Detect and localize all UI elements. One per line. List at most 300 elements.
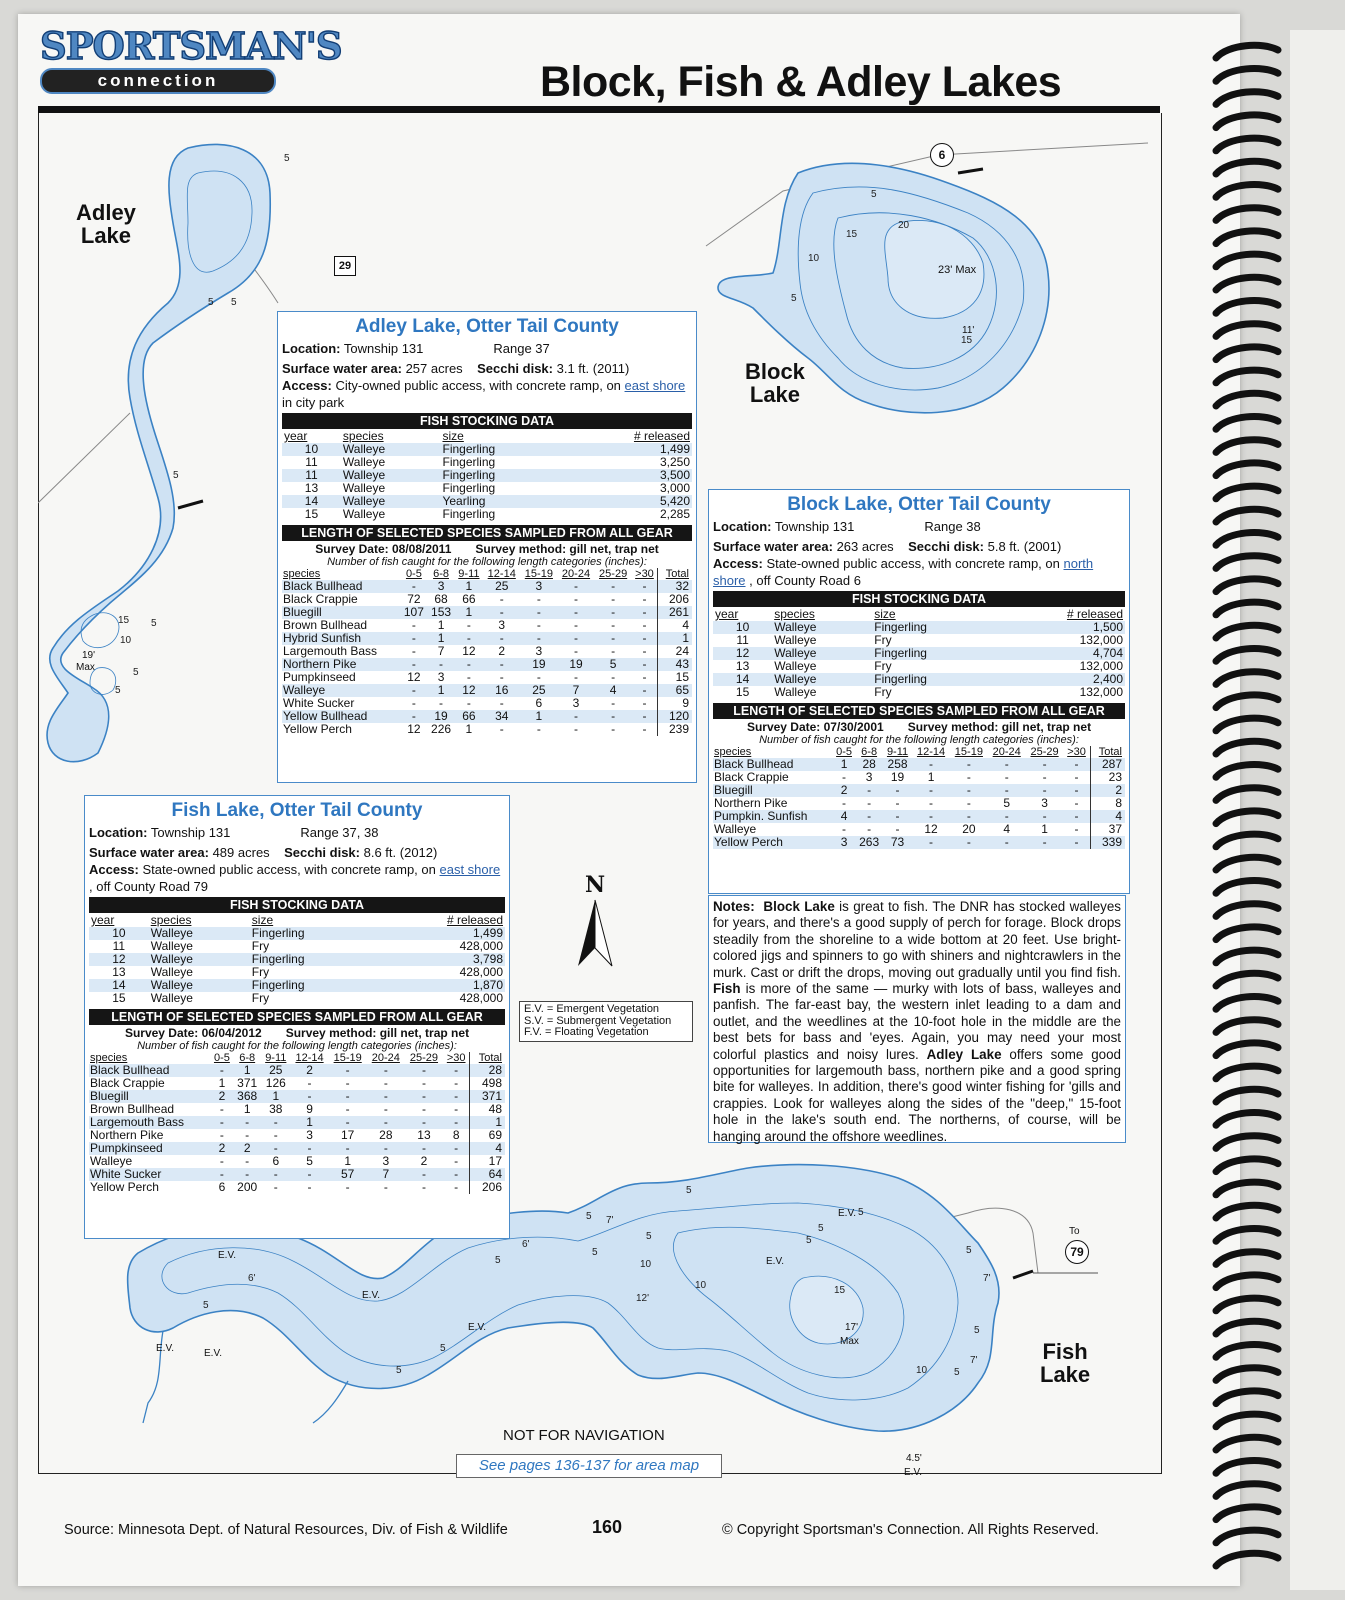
spiral-coil <box>1216 1252 1278 1265</box>
table-cell: Walleye <box>342 507 386 521</box>
fish-max-label: Max <box>840 1336 859 1347</box>
table-cell: - <box>345 1180 350 1194</box>
table-cell: - <box>443 1116 470 1129</box>
table-cell: - <box>443 1090 470 1103</box>
table-cell: - <box>345 1076 350 1090</box>
table-cell: 12 <box>462 644 476 658</box>
table-cell: 3,500 <box>563 469 692 482</box>
length-col-header: Total <box>658 568 692 580</box>
table-cell: 3 <box>535 644 543 658</box>
svg-text:5: 5 <box>686 1185 692 1196</box>
table-cell: 1 <box>243 1102 251 1116</box>
table-cell: - <box>400 658 427 671</box>
svg-text:10: 10 <box>808 253 820 264</box>
svg-text:5: 5 <box>151 618 157 629</box>
table-cell: - <box>411 696 416 710</box>
table-cell: - <box>290 1142 328 1155</box>
table-cell: - <box>895 796 900 810</box>
table-cell: 11 <box>305 455 318 469</box>
notes-fish-lake: Fish <box>713 981 741 997</box>
access-tail: , off County Road 6 <box>749 573 861 588</box>
table-cell: 66 <box>462 592 476 606</box>
survey-line <box>278 542 696 556</box>
stocking-table <box>713 607 1125 699</box>
spiral-coil <box>1216 602 1278 615</box>
table-cell: - <box>842 822 847 836</box>
not-for-navigation-label: NOT FOR NAVIGATION <box>503 1427 665 1444</box>
table-cell: 72 <box>407 592 421 606</box>
table-cell: - <box>405 1142 443 1155</box>
spiral-coil <box>1216 788 1278 801</box>
table-cell: - <box>367 1116 405 1129</box>
table-cell: - <box>329 1090 367 1103</box>
table-cell: 66 <box>455 710 484 723</box>
spiral-coil <box>1216 370 1278 383</box>
table-cell: Walleye <box>90 1154 133 1168</box>
spiral-coil <box>1216 347 1278 360</box>
table-cell: Fry <box>251 939 270 953</box>
table-cell: - <box>454 1076 459 1090</box>
table-cell: Fingerling <box>442 455 496 469</box>
township-value: Township 131 <box>774 519 855 534</box>
lake-panel-title: Fish Lake, Otter Tail County <box>171 800 423 821</box>
spiral-coil <box>1216 1113 1278 1126</box>
table-cell: 428,000 <box>459 965 503 979</box>
length-col-header: 0-5 <box>213 1052 230 1064</box>
length-note: Number of fish caught for the following length categories (inches): <box>137 1040 457 1052</box>
stocking-header-bar: FISH STOCKING DATA <box>713 591 1125 607</box>
spiral-coil <box>1216 1205 1278 1218</box>
surface-label: Surface water area: <box>713 539 833 554</box>
spiral-binding <box>1208 20 1288 1580</box>
location-label: Location: <box>282 341 341 356</box>
table-cell: - <box>400 684 427 697</box>
table-cell: 14 <box>89 979 149 992</box>
table-cell: - <box>499 592 504 606</box>
length-col-header: 12-14 <box>916 746 946 758</box>
table-cell: - <box>483 658 520 671</box>
table-cell: 4 <box>595 684 632 697</box>
table-cell: Brown Bullhead <box>283 618 368 632</box>
table-cell: 10 <box>282 443 341 456</box>
table-cell: - <box>950 836 988 849</box>
to-label: To <box>1069 1226 1080 1237</box>
table-cell: - <box>1063 836 1090 849</box>
table-cell: 1 <box>465 722 473 736</box>
length-col-header: Total <box>1090 746 1125 758</box>
emergent-veg-label: E.V. <box>362 1290 380 1301</box>
table-cell: Pumpkin. Sunfish <box>713 810 833 823</box>
table-cell: - <box>611 670 616 684</box>
spiral-coil <box>1216 1182 1278 1195</box>
table-cell: 5 <box>306 1154 313 1168</box>
table-cell: 1 <box>833 758 855 771</box>
length-col-header: 9-11 <box>458 568 480 580</box>
table-cell: White Sucker <box>89 1168 211 1181</box>
spiral-coil <box>1216 45 1278 58</box>
table-cell: - <box>233 1116 261 1129</box>
table-cell: - <box>439 696 444 710</box>
table-cell: - <box>345 1102 350 1116</box>
table-cell: 5,420 <box>563 495 692 508</box>
access-tail: in city park <box>282 395 345 410</box>
stocking-col-header: species <box>774 607 815 621</box>
table-cell: - <box>245 1154 250 1168</box>
table-cell: Walleye <box>282 684 400 697</box>
lake-panel-title: Adley Lake, Otter Tail County <box>355 316 619 337</box>
table-cell: 1 <box>344 1154 352 1168</box>
table-cell: - <box>307 1180 312 1194</box>
table-row <box>713 836 1125 849</box>
location-line <box>282 340 692 357</box>
table-cell: Largemouth Bass <box>89 1116 211 1129</box>
fish-max-depth-value: 17' <box>845 1322 859 1333</box>
table-cell: Yellow Perch <box>90 1180 159 1194</box>
table-cell: - <box>642 644 647 658</box>
length-col-header: species <box>90 1052 128 1064</box>
table-cell: 258 <box>883 758 912 771</box>
table-cell: 3 <box>520 580 557 593</box>
access-text: City-owned public access, with concrete ramp, on <box>335 378 621 393</box>
table-cell: Fingerling <box>440 443 562 456</box>
svg-text:15: 15 <box>118 615 130 626</box>
vegetation-legend <box>519 1001 693 1042</box>
length-table <box>282 568 692 736</box>
table-cell: 10 <box>713 621 772 634</box>
table-cell: - <box>1074 822 1079 836</box>
table-cell: - <box>455 658 484 671</box>
length-header-bar: LENGTH OF SELECTED SPECIES SAMPLED FROM ALL GEAR <box>282 525 692 541</box>
legend-line: S.V. = Submergent Vegetation <box>524 1014 672 1027</box>
spiral-coil <box>1216 533 1278 546</box>
stocking-col-header: species <box>342 429 384 443</box>
table-cell: - <box>611 644 616 658</box>
survey-line <box>709 720 1129 734</box>
length-col-header: 20-24 <box>561 568 591 580</box>
access-line <box>713 555 1125 589</box>
secchi-label: Secchi disk: <box>284 845 360 860</box>
table-cell: 68 <box>434 592 448 606</box>
table-cell: Walleye <box>149 953 250 966</box>
table-cell: - <box>950 810 988 823</box>
length-col-header: 12-14 <box>487 568 516 580</box>
table-cell: - <box>245 1128 250 1142</box>
table-cell: - <box>1063 758 1090 771</box>
table-cell: - <box>443 1168 470 1181</box>
table-cell: 371 <box>470 1090 505 1103</box>
table-cell: 12 <box>407 722 421 736</box>
table-row <box>89 1181 505 1194</box>
table-cell: - <box>883 810 912 823</box>
table-cell: Fingerling <box>250 953 374 966</box>
table-cell: 1 <box>290 1116 328 1129</box>
table-cell: - <box>499 696 504 710</box>
spiral-coil <box>1216 1437 1278 1450</box>
table-cell: 1 <box>658 632 692 645</box>
spiral-coil <box>1216 765 1278 778</box>
length-col-header: Total <box>470 1052 505 1064</box>
table-cell: Fingerling <box>872 621 995 634</box>
table-cell: - <box>520 606 557 619</box>
table-cell: - <box>557 606 594 619</box>
svg-text:5: 5 <box>208 297 214 308</box>
spiral-coil <box>1216 950 1278 963</box>
table-cell: 3,250 <box>659 455 690 469</box>
table-cell: - <box>367 1064 405 1077</box>
table-cell: - <box>632 710 658 723</box>
table-cell: 13 <box>112 965 126 979</box>
table-cell: Walleye <box>150 965 193 979</box>
table-cell: 1 <box>427 632 454 645</box>
table-cell: - <box>557 580 594 593</box>
table-cell: - <box>632 606 658 619</box>
table-cell: 200 <box>237 1180 258 1194</box>
table-cell: - <box>536 670 541 684</box>
table-cell: 19 <box>890 770 905 784</box>
secchi-value: 3.1 ft. (2011) <box>556 361 630 376</box>
spiral-coil <box>1216 1321 1278 1334</box>
length-note: Number of fish caught for the following length categories (inches): <box>327 556 647 568</box>
table-cell: Fingerling <box>442 481 496 495</box>
access-line <box>89 861 505 895</box>
township-value: Township 131 <box>150 825 231 840</box>
block-max-depth-label: 23' Max <box>938 264 977 276</box>
emergent-veg-label: E.V. <box>838 1208 856 1219</box>
svg-text:5: 5 <box>592 1247 598 1258</box>
table-cell: 19 <box>520 658 557 671</box>
emergent-veg-label: E.V. <box>204 1348 222 1359</box>
table-cell: - <box>233 1168 261 1181</box>
table-cell: 38 <box>269 1102 283 1116</box>
table-cell: Fingerling <box>440 469 562 482</box>
table-cell: 153 <box>427 606 454 619</box>
svg-text:5: 5 <box>858 1207 864 1218</box>
table-cell: 1 <box>470 1116 505 1129</box>
surface-label: Surface water area: <box>89 845 209 860</box>
table-cell: 1 <box>233 1064 261 1077</box>
table-cell: - <box>383 1076 388 1090</box>
table-cell: - <box>421 1102 426 1116</box>
table-cell: - <box>1026 758 1064 771</box>
access-label: Access: <box>713 556 763 571</box>
table-row <box>282 508 692 521</box>
svg-text:5: 5 <box>586 1211 592 1222</box>
stocking-table <box>89 913 505 1005</box>
spiral-coil <box>1216 1391 1278 1404</box>
table-cell: - <box>499 670 504 684</box>
logo-wordmark: SPORTSMAN'S <box>40 24 342 68</box>
table-cell: Walleye <box>774 633 817 647</box>
spiral-coil <box>1216 1229 1278 1242</box>
table-cell: - <box>520 632 557 645</box>
table-cell: Walleye <box>150 939 193 953</box>
emergent-veg-label: E.V. <box>766 1256 784 1267</box>
table-cell: 1,870 <box>374 979 505 992</box>
table-cell: Walleye <box>149 927 250 940</box>
table-cell: 3 <box>306 1128 313 1142</box>
spiral-coil <box>1216 904 1278 917</box>
table-cell: - <box>988 784 1026 797</box>
table-cell: Black Bullhead <box>89 1064 211 1077</box>
length-col-header: 9-11 <box>886 746 909 758</box>
length-col-header: 6-8 <box>433 568 449 580</box>
ramp-icon <box>178 501 203 508</box>
spiral-coil <box>1216 1089 1278 1102</box>
table-cell: 17 <box>470 1155 505 1168</box>
table-cell: 132,000 <box>1079 659 1123 673</box>
length-col-header: 25-29 <box>409 1052 439 1064</box>
svg-text:5: 5 <box>806 1235 812 1246</box>
table-cell: 5 <box>1003 796 1011 810</box>
spiral-coil <box>1216 509 1278 522</box>
spiral-coil <box>1216 208 1278 221</box>
length-col-header: 25-29 <box>599 568 628 580</box>
location-line <box>713 518 1125 535</box>
table-cell: - <box>443 1064 470 1077</box>
table-row <box>89 1142 505 1155</box>
table-cell: - <box>842 770 847 784</box>
logo-subtitle: connection <box>40 68 276 94</box>
length-col-header: 25-29 <box>1030 746 1059 758</box>
table-cell: 8 <box>452 1128 460 1142</box>
stocking-col-header: # released <box>446 913 503 927</box>
length-col-header: 15-19 <box>333 1052 362 1064</box>
svg-text:5: 5 <box>396 1365 402 1376</box>
table-cell: Walleye <box>342 481 386 495</box>
access-shore: north shore <box>713 556 1094 588</box>
length-col-header: >30 <box>1067 746 1086 758</box>
table-cell: - <box>574 722 578 736</box>
brand-logo <box>40 24 342 94</box>
svg-text:5: 5 <box>231 297 237 308</box>
spiral-coil <box>1216 393 1278 406</box>
spiral-coil <box>1216 811 1278 824</box>
table-cell: Walleye <box>772 647 872 660</box>
table-cell: 6 <box>218 1180 226 1194</box>
table-cell: 1,500 <box>995 621 1125 634</box>
table-cell: 126 <box>265 1076 286 1090</box>
table-cell: - <box>966 770 971 784</box>
table-cell: 2 <box>1090 784 1125 797</box>
fish-shallow-depth: 4.5' <box>906 1453 922 1464</box>
table-cell: - <box>842 796 847 810</box>
table-cell: - <box>383 1102 388 1116</box>
table-cell: 206 <box>658 593 692 606</box>
table-cell: - <box>1074 770 1079 784</box>
table-cell: - <box>611 696 616 710</box>
table-row <box>282 671 692 684</box>
fish-lake-label: Fish Lake <box>1040 1339 1091 1387</box>
north-arrow-icon <box>574 898 616 968</box>
spiral-coil <box>1216 1414 1278 1427</box>
table-cell: - <box>443 1142 470 1155</box>
length-col-header: 15-19 <box>524 568 553 580</box>
surface-line <box>713 538 1125 555</box>
table-cell: Yellow Bullhead <box>282 710 400 723</box>
spiral-coil <box>1216 649 1278 662</box>
length-col-header: >30 <box>635 568 654 580</box>
table-cell: 34 <box>483 710 520 723</box>
table-cell: 132,000 <box>1079 685 1123 699</box>
emergent-veg-label: E.V. <box>156 1343 174 1354</box>
spiral-coil <box>1216 301 1278 314</box>
svg-text:5: 5 <box>871 189 877 200</box>
table-cell: Brown Bullhead <box>90 1102 175 1116</box>
range-value: Range 38 <box>924 519 981 534</box>
table-cell: - <box>595 710 632 723</box>
notes-adley-text: offers some good opportunities for largemouth bass, northern pike and a good spring bite for walleyes. In addition, there's good winter fishing for 'gills and crappies. Look for walleyes along the sides of the "deep," 15-foot hole in the lake's south end. The northerns, of course, will be hanging around the offshore weedlines. <box>713 1046 1121 1144</box>
spiral-coil <box>1216 625 1278 638</box>
notes-block-text: is great to fish. The DNR has stocked walleyes for years, and there's a good supply of perch for forage. Block drops steadily from the shoreline to a wide bottom at 20 feet. Use bright-colored jigs and spinners to go with shiners and nightcrawlers in the murk. Cast or drift the drops, moving out gradually until you find fish. <box>713 899 1121 980</box>
table-cell: - <box>912 810 950 823</box>
table-cell: - <box>367 1090 405 1103</box>
table-cell: - <box>367 1142 405 1155</box>
access-text: State-owned public access, with concrete ramp, on <box>142 862 436 877</box>
table-cell: 3 <box>437 670 445 684</box>
spiral-coil <box>1216 115 1278 128</box>
table-cell: - <box>632 684 658 697</box>
table-cell: 3,798 <box>374 953 505 966</box>
survey-date: Survey Date: 07/30/2001 <box>746 720 884 734</box>
svg-text:6': 6' <box>248 1273 256 1284</box>
table-cell: 1 <box>455 580 484 593</box>
table-cell: - <box>574 644 578 658</box>
table-cell: 1 <box>437 618 445 632</box>
table-cell: Yearling <box>440 495 562 508</box>
table-cell: 65 <box>658 684 692 697</box>
survey-method: Survey method: gill net, trap net <box>907 720 1092 734</box>
table-cell: Pumpkinseed <box>89 1142 211 1155</box>
table-cell: - <box>632 658 658 671</box>
table-cell: - <box>211 1168 234 1181</box>
table-row <box>89 992 505 1005</box>
table-cell: 23 <box>1090 771 1125 784</box>
spiral-coil <box>1216 463 1278 476</box>
table-cell: Yellow Perch <box>283 722 352 736</box>
table-cell: 25 <box>261 1064 290 1077</box>
spiral-coil <box>1216 1368 1278 1381</box>
table-cell: - <box>950 784 988 797</box>
table-cell: 1 <box>520 710 557 723</box>
table-cell: Fingerling <box>250 979 374 992</box>
table-cell: - <box>411 644 416 658</box>
block-lake-label: Block Lake <box>745 359 805 407</box>
table-cell: 2 <box>233 1142 261 1155</box>
length-col-header: 6-8 <box>861 746 878 758</box>
spiral-coil <box>1216 1345 1278 1358</box>
table-cell: - <box>427 658 454 671</box>
table-cell: 287 <box>1090 758 1125 771</box>
surface-value: 263 acres <box>836 539 894 554</box>
table-cell: Northern Pike <box>282 658 400 671</box>
table-cell: 428,000 <box>459 939 503 953</box>
spiral-coil <box>1216 138 1278 151</box>
table-cell: - <box>290 1090 328 1103</box>
spiral-coil <box>1216 1298 1278 1311</box>
table-cell: 2,285 <box>659 507 690 521</box>
table-cell: 3 <box>382 1154 390 1168</box>
table-cell: - <box>611 722 616 736</box>
table-cell: Black Crappie <box>90 1076 165 1090</box>
length-col-header: 0-5 <box>405 568 422 580</box>
emergent-veg-label: E.V. <box>218 1250 236 1261</box>
table-cell: - <box>912 836 950 849</box>
table-cell: 28 <box>855 758 883 771</box>
table-cell: 2 <box>290 1064 328 1077</box>
svg-text:15: 15 <box>834 1285 846 1296</box>
stocking-col-header: year <box>91 913 115 927</box>
svg-text:5: 5 <box>440 1343 446 1354</box>
